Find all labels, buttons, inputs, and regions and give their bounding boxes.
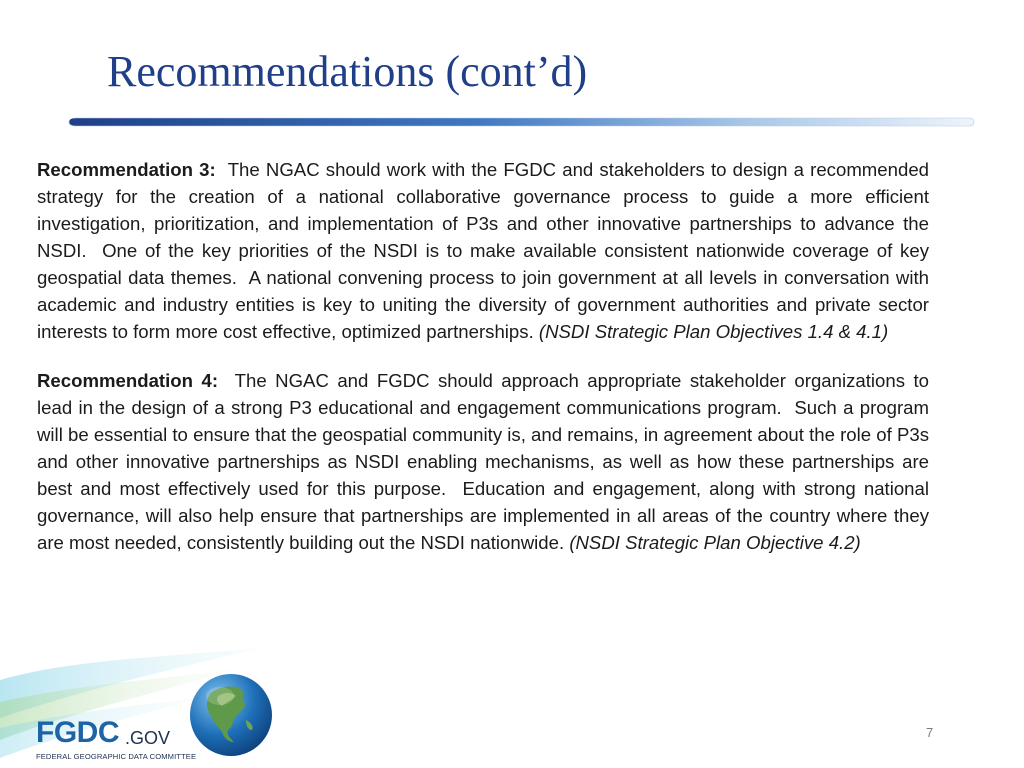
fgdc-logo — [36, 716, 197, 766]
globe-icon — [188, 672, 274, 758]
title-divider — [66, 116, 976, 128]
recommendation-text: The NGAC and FGDC should approach appropriate stakeholder organizations to lead in the design of a strong P3 educational and engagement communications program. Such a program will be essential to ensure that the geospatial community is, and remains, in agreement about the role of P3s and other innovative partnerships as NSDI enabling mechanisms, as well as how these partnerships are best and most effectively used for this purpose. Education and engagement, along with strong national governance, will also help ensure that partnerships are implemented in all areas of the country where they are most needed, consistently building out the NSDI nationwide. — [37, 370, 935, 553]
recommendation-citation: (NSDI Strategic Plan Objective 4.2) — [569, 532, 861, 553]
recommendation-4 — [37, 367, 935, 556]
logo-domain: .GOV — [125, 728, 171, 748]
recommendation-citation: (NSDI Strategic Plan Objectives 1.4 & 4.1) — [538, 321, 889, 342]
recommendation-3 — [37, 156, 935, 345]
logo-subtitle: FEDERAL GEOGRAPHIC DATA COMMITTEE — [36, 752, 197, 761]
logo-wordmark: FGDC — [36, 716, 119, 749]
recommendation-text: The NGAC should work with the FGDC and stakeholders to design a recommended strategy for the creation of a national collaborative governance process to guide a more efficient investigation, prioritization, and implementation of P3s and other innovative partnerships to advance the NSDI. One of the key priorities of the NSDI is to make available consistent nationwide coverage of key geospatial data themes. A national convening process to join government at all levels in conversation with academic and industry entities is key to uniting the diversity of government authorities and private sector interests to form more cost effective, optimized partnerships. — [37, 159, 935, 342]
recommendation-label: Recommendation 4: — [37, 370, 219, 391]
recommendation-label: Recommendation 3: — [37, 159, 216, 180]
slide-title: Recommendations (cont’d) — [107, 47, 588, 96]
page-number: 7 — [926, 725, 934, 740]
recommendations-body — [37, 156, 935, 556]
